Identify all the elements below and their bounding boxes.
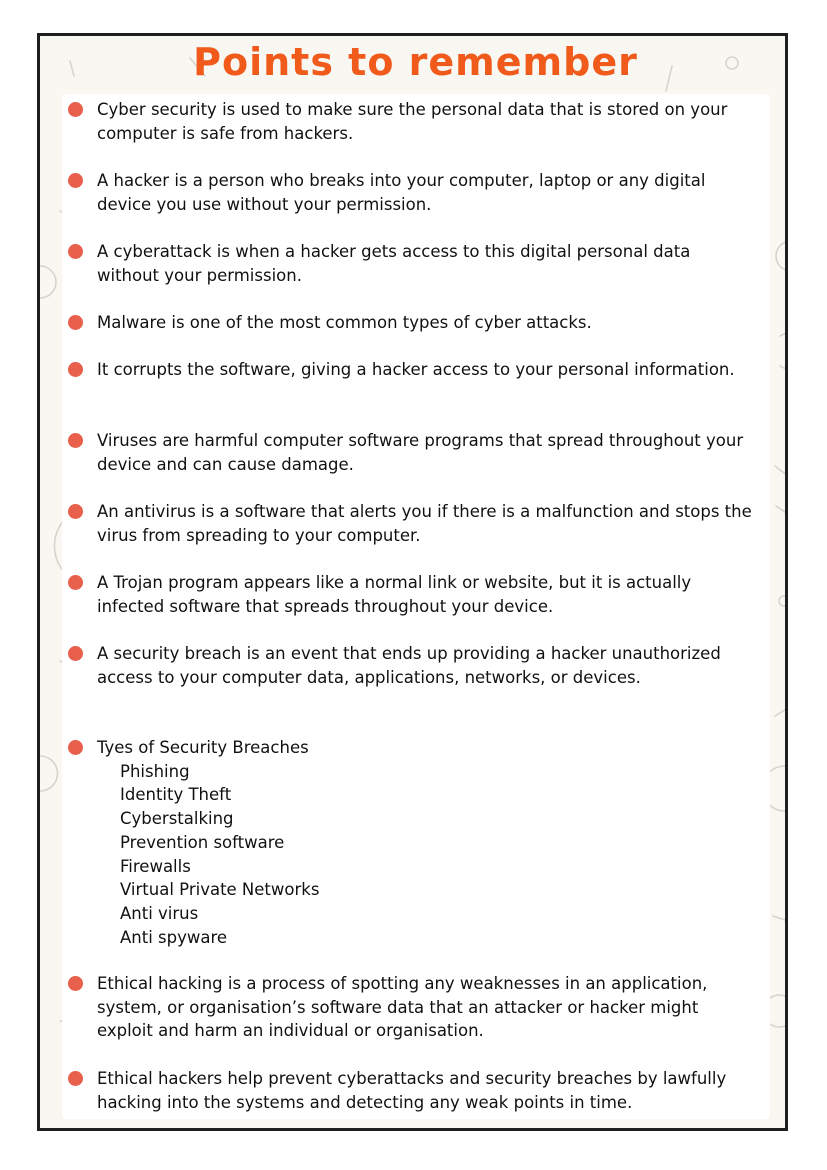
list-item [97,98,757,145]
bullet-dot-icon [68,315,83,330]
breach-types-list [97,760,757,950]
point-text: Viruses are harmful computer software programs that spread throughout your device and can cause damage. [97,431,744,474]
list-item [97,642,757,689]
bullet-dot-icon [68,362,83,377]
sub-list-item: Anti spyware [120,927,228,947]
bullet-dot-icon [68,1071,83,1086]
sub-list-item: Phishing [120,761,190,781]
page-title: Points to remember [193,40,638,84]
sub-list-item: Firewalls [120,856,191,876]
points-list [40,36,788,1131]
sub-list-item: Virtual Private Networks [120,880,320,900]
bullet-dot-icon [68,244,83,259]
sub-list-item: Prevention software [120,832,285,852]
sub-list-item: Identity Theft [120,785,232,805]
list-item [97,358,757,382]
bullet-dot-icon [68,976,83,991]
point-text: Malware is one of the most common types of cyber attacks. [97,313,592,332]
list-item [97,500,757,547]
sub-list-item: Cyberstalking [120,809,234,829]
page-frame [37,33,788,1131]
bullet-dot-icon [68,173,83,188]
point-text: Tyes of Security Breaches [97,738,309,757]
list-item [97,1067,757,1114]
point-text: A hacker is a person who breaks into your computer, laptop or any digital device you use without your permission. [97,171,706,214]
bullet-dot-icon [68,575,83,590]
point-text: Ethical hackers help prevent cyberattacks and security breaches by lawfully hacking into the systems and detecting any weak points in time. [97,1069,727,1112]
list-item [97,311,757,335]
point-text: A cyberattack is when a hacker gets access to this digital personal data without your permission. [97,242,691,285]
list-item [97,240,757,287]
list-item [97,736,757,949]
list-item [97,169,757,216]
bullet-dot-icon [68,646,83,661]
bullet-dot-icon [68,504,83,519]
list-item [97,972,757,1043]
sub-list-item: Anti virus [120,903,199,923]
point-text: Cyber security is used to make sure the personal data that is stored on your computer is safe from hackers. [97,100,728,143]
point-text: An antivirus is a software that alerts you if there is a malfunction and stops the virus from spreading to your computer. [97,502,752,545]
bullet-dot-icon [68,102,83,117]
point-text: It corrupts the software, giving a hacker access to your personal information. [97,360,735,379]
point-text: Ethical hacking is a process of spotting any weaknesses in an application, system, or organisation’s software data that an attacker or hacker might exploit and harm an individual or organisation. [97,974,708,1041]
point-text: A Trojan program appears like a normal link or website, but it is actually infected software that spreads throughout your device. [97,573,692,616]
point-text: A security breach is an event that ends up providing a hacker unauthorized access to your computer data, applications, networks, or devices. [97,644,721,687]
list-item [97,429,757,476]
bullet-dot-icon [68,433,83,448]
list-item [97,571,757,618]
bullet-dot-icon [68,740,83,755]
